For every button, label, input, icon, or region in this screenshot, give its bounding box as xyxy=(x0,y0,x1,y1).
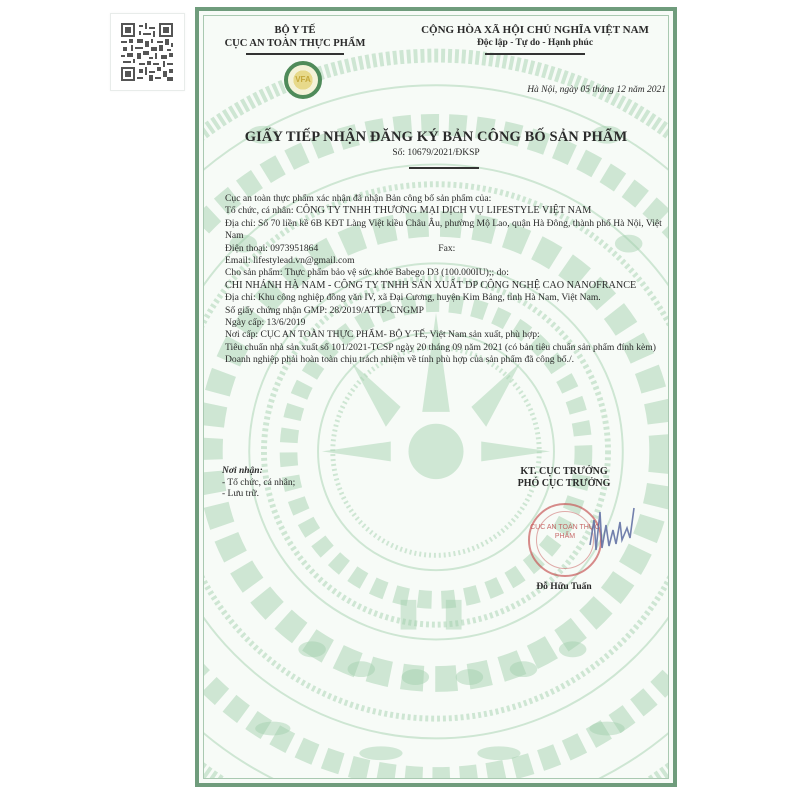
nation-name: CỘNG HÒA XÃ HỘI CHỦ NGHĨA VIỆT NAM xyxy=(421,24,649,36)
header-left-underline xyxy=(246,53,344,55)
qr-code-icon xyxy=(121,23,173,81)
document-number: Số: 10679/2021/ĐKSP xyxy=(392,148,480,158)
signer-name: Đỗ Hữu Tuấn xyxy=(536,582,592,592)
national-header xyxy=(394,24,669,55)
document-inner-frame xyxy=(203,15,669,779)
national-motto: Độc lập - Tự do - Hạnh phúc xyxy=(476,38,594,48)
responsibility-statement: Doanh nghiệp phải hoàn toàn chịu trách nhiệm về tính phù hợp của sản phẩm đã công bố./. xyxy=(225,354,575,366)
organization-name: CÔNG TY TNHH THƯƠNG MẠI DỊCH VỤ LIFESTYLE VIỆT NAM xyxy=(296,205,592,217)
vfa-logo-icon xyxy=(284,61,322,99)
gmp-certificate: Số giấy chứng nhận GMP: 28/2019/ATTP-CNGMP xyxy=(225,304,424,316)
header-right-underline xyxy=(485,53,585,55)
organization-address: Địa chỉ: Số 70 liền kề 6B KĐT Làng Việt kiều Châu Âu, phường Mộ Lao, quận Hà Đông, thành phố Hà Nội, Việt Nam xyxy=(225,217,662,242)
department-name: CỤC AN TOÀN THỰC PHẨM xyxy=(224,38,366,49)
stamp-text: CỤC AN TOÀN THỰC PHẨM xyxy=(530,524,600,540)
gmp-issue-date: Ngày cấp: 13/6/2019 xyxy=(225,317,306,329)
fax-text: Fax: xyxy=(438,242,456,254)
title-underline xyxy=(409,167,479,169)
phone-text: Điện thoại: 0973951864 xyxy=(225,242,319,254)
ministry-name: BỘ Y TẾ xyxy=(274,25,316,36)
organization-line xyxy=(225,205,665,217)
logo-text: VFA xyxy=(295,75,311,84)
signature-line-1: KT. CỤC TRƯỞNG xyxy=(520,466,608,477)
email-text: Email: lifestylead.vn@gmail.com xyxy=(225,255,355,267)
organization-label: Tổ chức, cá nhân: xyxy=(225,205,294,217)
intro-text: Cục an toàn thực phẩm xác nhận đã nhận Bản công bố sản phẩm của: xyxy=(225,193,492,204)
recipient-item: - Lưu trữ. xyxy=(222,489,259,499)
contact-line xyxy=(225,243,665,255)
manufacturer-name: CHI NHÁNH HÀ NAM - CÔNG TY TNHH SẢN XUẤT DP CÔNG NGHỆ CAO NANOFRANCE xyxy=(225,279,637,291)
manufacturer-standard: Tiêu chuẩn nhà sản xuất số 101/2021-TCSP ngày 20 tháng 09 năm 2021 (có bản tiêu chuẩn sản phẩm đính kèm) xyxy=(225,341,656,353)
issue-place-date: Hà Nội, ngày 05 tháng 12 năm 2021 xyxy=(527,85,666,95)
issuing-authority xyxy=(210,24,380,55)
handwritten-signature-icon xyxy=(582,500,642,570)
recipients-label: Nơi nhận: xyxy=(222,466,263,476)
document-content xyxy=(204,16,668,778)
certificate-document xyxy=(195,7,677,787)
qr-code-box xyxy=(110,13,185,91)
document-body xyxy=(225,193,665,367)
product-text: Cho sản phẩm: Thực phẩm bảo vệ sức khỏe Babego D3 (100.000IU);; do: xyxy=(225,267,509,279)
gmp-issuer: Nơi cấp: CỤC AN TOÀN THỰC PHẨM- BỘ Y TẾ, Việt Nam sản xuất, phù hợp: xyxy=(225,329,540,341)
recipient-item: - Tổ chức, cá nhân; xyxy=(222,477,296,488)
document-title: GIẤY TIẾP NHẬN ĐĂNG KÝ BẢN CÔNG BỐ SẢN PHẨM xyxy=(244,129,628,145)
recipients-block xyxy=(222,466,295,501)
signature-title xyxy=(474,466,654,490)
signature-line-2: PHÓ CỤC TRƯỞNG xyxy=(517,478,611,489)
manufacturer-address: Địa chỉ: Khu công nghiệp đồng văn IV, xã Đại Cương, huyện Kim Bảng, tỉnh Hà Nam, Việt Nam. xyxy=(225,292,601,304)
